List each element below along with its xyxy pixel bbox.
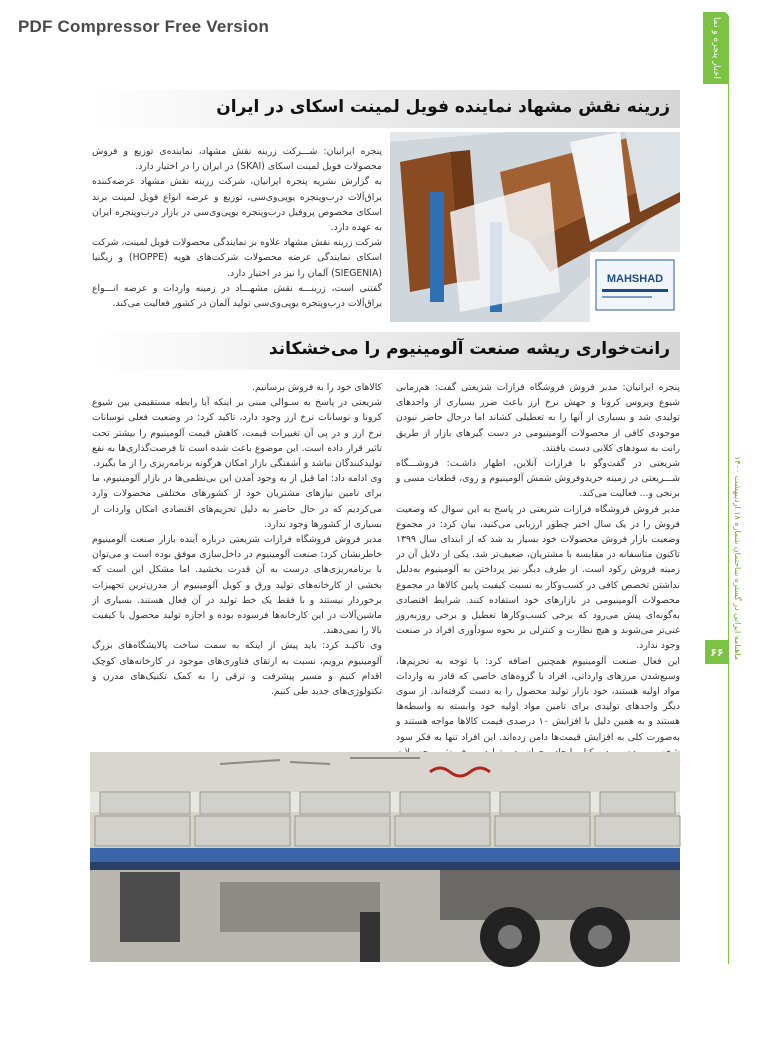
- article1-paragraph: شرکت زرینه نقش مشهاد علاوه بر نمایندگی محصولات فویل لمینت، شرکت اسکای نمایندگی عرضه محصولات شرکت‌های هوپه (HOPPE) و زیگنیا (SIEGENIA) آلمان را نیز در اختیار دارد.: [92, 237, 383, 279]
- article1-paragraph: به گزارش نشریه پنجره ایرانیان، شرکت زرینه نقش مشهاد عرضه‌کننده یراق‌آلات درب‌وپنجره یوپی‌وی‌سی، توزیع و عرضه انواع فویل لمینت برند اسکای مخصوص پروفیل درب‌وپنجره یوپی‌وی‌سی در بازار درب‌وپنجره ایران به عهده دارد.: [92, 176, 382, 234]
- article2-paragraph: مدیر فروش فروشگاه فرازات شریعتی درباره آینده بازار صنعت آلومینیوم خاطرنشان کرد: صنعت آلومینیوم در داخل‌سازی موفق بوده است و می‌توان با برنامه‌ریزی‌های درست به آن قدرت بخشید. اما مشکل این است که بخشی از کارخانه‌های تولید ورق و کویل آلومینیوم از مدرن‌ترین تجهیزات برخوردار نیستند و با فقط یک خط تولید در آن فعال هستند. بسیاری از ماشین‌آلات در این کارخانه‌ها فرسوده بوده و اجازه تولید محصول با کیفیت بالا را نمی‌دهند.: [92, 534, 382, 637]
- article2-paragraph: مدیر فروش فروشگاه فرازات شریعتی در پاسخ به این سوال که وضعیت فروش را در یک سال اخیر چطور ارزیابی می‌کنید، بیان کرد: در مجموع وضعیت بازار فروش محصولات خود بسیار بد شد که از ابتدای سال ۱۳۹۹ تاکنون متاسفانه در مقایسه با مشتریان، ضعیف‌تر شد. یکی از دلایل آن در زمینه فروش رکود است. از طرف دیگر نیز پرداختن به آلومینیوم به‌دلیل نداشتن تخصص کافی در کسب‌وکار به نسبت کیفیت پایین کالاها در مجموع محصولات آلومینیومی در بازارهای خود استفاده کنند. شرایط اقتصادی به‌گونه‌ای پیش می‌رود که برخی کسب‌وکارها تعطیل و برخی روزبه‌روز غنی‌تر می‌شوند و هیچ نظارت و کنترلی بر نحوه سودآوری افراد در صنعت وجود ندارد.: [396, 503, 680, 652]
- article2-left-column: [92, 380, 382, 748]
- side-rule-top: [728, 84, 729, 640]
- article2-paragraph: وی ادامه داد: اما قبل از به وجود آمدن این بی‌نظمی‌ها در بازار آلومینیوم، ما برای تامین نیازهای مشتریان خود از کشورهای مختلفی محصولات وارد می‌کردیم که در حال حاضر به دلیل تحریم‌های اقتصادی امکان واردات از بسیاری از کشورها وجود ندارد.: [92, 473, 382, 530]
- article2-paragraph: پنجره ایرانیان: مدیر فروش فروشگاه فرازات شریعتی گفت: هم‌زمانی شیوع ویروس کرونا و جهش نرخ ارز باعث ضرر بسیاری از واحدهای تولیدی شد و بسیاری از آنها را به تعطیلی کشاند اما درحال حاضر نبودن موجودی کافی از محصولات آلومینیومی در دست گیرهای بازار از طریق رانت به سودهای کلانی دست یافتند.: [396, 382, 680, 454]
- article2-title: رانت‌خواری ریشه صنعت آلومینیوم را می‌خشکاند: [268, 339, 670, 359]
- window-profiles-photo: [390, 132, 680, 322]
- article2-paragraph: کالاهای خود را به فروش برسانیم.: [252, 382, 382, 393]
- aluminium-ingots-truck-photo: [90, 752, 680, 962]
- article2-header: [90, 332, 680, 370]
- article1-header: [90, 90, 680, 128]
- mahshad-logo: MAHSHAD: [606, 273, 664, 285]
- article2-paragraph: شریعتی در گفت‌وگو با فرازات آنلاین، اظهار داشـت: فروشـــگاه شـــریعتی در زمینه خریدوفروش شمش آلومینیوم و روی، قطعات مسی و برنجی و... فعالیت می‌کند.: [396, 458, 680, 500]
- page-number: ۶۶: [705, 640, 729, 664]
- article2-paragraph: این فعال صنعت آلومینیوم همچنین اضافه کرد: با توجه به تحریم‌ها، وسیع‌شدن مرزهای وارداتی، افراد با گروه‌های خاصی که قادر به واردات مواد اولیه هستند، خود بازار تولید محصول را به دست گرفته‌اند. از سوی دیگر واحدهای تولیدی برای تامین مواد اولیه خود وابسته به واسطه‌ها هستند و به همین دلیل با افزایش ۱۰ درصدی قیمت کالاها مواجه هستند و به‌صورت کلی به افزایش قیمت‌ها دامن زده‌اند. این افراد تنها به فکر سود: [396, 655, 680, 743]
- article2-paragraph: وی تاکیـد کرد: باید پیش از اینکه به سمت ساخت پالایشگاه‌های بزرگ آلومینیوم برویم، نسبت به ارتقای فناوری‌های موجود در کارخانه‌های کوچک اقدام کنیم و مسیر پیشرفت و ترقی را به کمک تکنیک‌های مدرن و تکنولوژی‌های جدید طی کنیم.: [92, 640, 382, 698]
- article1-title: زرینه نقش مشهاد نماینده فویل لمینت اسکای در ایران: [216, 97, 670, 117]
- side-rule-bottom: [728, 664, 729, 964]
- article1-paragraph: گفتنی است، زرینـــه نقش مشهـــاد در زمینه واردات و عرضه انـــواع یراق‌آلات درب‌وپنجره یوپی‌وی‌سی تولید آلمان در کشور فعالیت می‌کند.: [92, 282, 382, 310]
- watermark: PDF Compressor Free Version: [18, 17, 270, 36]
- side-caption: ماهنامه ایرانی در گستره ساختمان شماره ۱۸ اردیبهشت ۱۴۰۰: [733, 455, 742, 660]
- article1-body: [92, 144, 382, 311]
- section-tab: اخبار پنجره و نما: [703, 12, 729, 84]
- article2-paragraph: شریعتی در پاسخ به سـوالی مبنی بر اینکه آیا رابطه مستقیمی بین شیوع کرونا و نوسانات نرخ ارز وجود دارد، تاکید کرد: در وضعیت فعلی نوسانات نرخ ارز و در پی آن تغییرات قیمت، کاهش قیمت آلومینیوم را بیشتر تحت تاثیر قرار داده است. این موضوع باعث شده است تا فرصت‌گذاری‌ها به نفع تولیدکنندگان نباشد و آشفتگی بازار امکان هرگونه برنامه‌ریزی را از ما بگیرد.: [92, 397, 382, 470]
- article1-paragraph: پنجره ایرانیان: شـــرکت زرینه نقش مشهاد، نماینده‌ی توزیع و فروش محصولات فویل لمینت اسکای (SKAI) در ایران را در اختیار دارد.: [92, 146, 382, 173]
- article2-right-column: [396, 380, 680, 748]
